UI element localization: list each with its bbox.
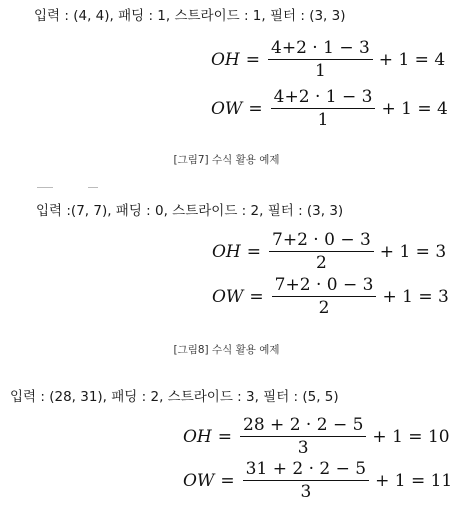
denominator: 2: [318, 298, 330, 318]
equals-sign: =: [220, 470, 235, 491]
example-3-oh-equation: [183, 415, 450, 458]
separator-mark: [37, 187, 53, 188]
ow-symbol: OW: [212, 286, 244, 307]
numerator: 4+2 · 1 − 3: [271, 87, 376, 109]
fraction: [243, 459, 369, 502]
denominator: 3: [300, 482, 312, 502]
numerator: 28 + 2 · 2 − 5: [240, 415, 366, 437]
result-term: + 1 = 3: [379, 241, 447, 262]
figure-7-caption: [그림7] 수식 활용 예제: [173, 154, 280, 166]
example-1-oh-equation: [211, 38, 445, 81]
example-3-params: 입력 : (28, 31), 패딩 : 2, 스트라이드 : 3, 필터 : (5, 5): [10, 389, 339, 405]
denominator: 1: [317, 110, 329, 130]
example-2-ow-equation: [212, 275, 449, 318]
result-term: + 1 = 4: [378, 49, 446, 70]
separator-mark: [88, 187, 98, 188]
numerator: 7+2 · 0 − 3: [272, 275, 377, 297]
result-term: + 1 = 3: [382, 286, 449, 307]
example-1-ow-equation: [211, 87, 448, 130]
numerator: 4+2 · 1 − 3: [268, 38, 373, 60]
oh-symbol: OH: [183, 426, 212, 447]
denominator: 3: [297, 438, 309, 458]
result-term: + 1 = 10: [372, 426, 450, 447]
ow-symbol: OW: [183, 470, 215, 491]
fraction: [269, 230, 374, 273]
example-2-oh-equation: [212, 230, 446, 273]
result-term: + 1 = 4: [381, 98, 448, 119]
example-3-ow-equation: [183, 459, 452, 502]
equals-sign: =: [248, 98, 263, 119]
numerator: 31 + 2 · 2 − 5: [243, 459, 369, 481]
fraction: [268, 38, 373, 81]
fraction: [240, 415, 366, 458]
example-1-params: 입력 : (4, 4), 패딩 : 1, 스트라이드 : 1, 필터 : (3, 3): [34, 8, 346, 24]
equals-sign: =: [217, 426, 233, 447]
denominator: 1: [314, 61, 326, 81]
oh-symbol: OH: [211, 49, 240, 70]
equals-sign: =: [245, 49, 261, 70]
example-2-params: 입력 :(7, 7), 패딩 : 0, 스트라이드 : 2, 필터 : (3, 3): [36, 203, 344, 219]
denominator: 2: [315, 253, 327, 273]
numerator: 7+2 · 0 − 3: [269, 230, 374, 252]
equals-sign: =: [249, 286, 264, 307]
fraction: [271, 87, 376, 130]
figure-8-caption: [그림8] 수식 활용 예제: [173, 344, 280, 356]
equals-sign: =: [246, 241, 262, 262]
result-term: + 1 = 11: [375, 470, 453, 491]
oh-symbol: OH: [212, 241, 241, 262]
fraction: [272, 275, 377, 318]
ow-symbol: OW: [211, 98, 243, 119]
